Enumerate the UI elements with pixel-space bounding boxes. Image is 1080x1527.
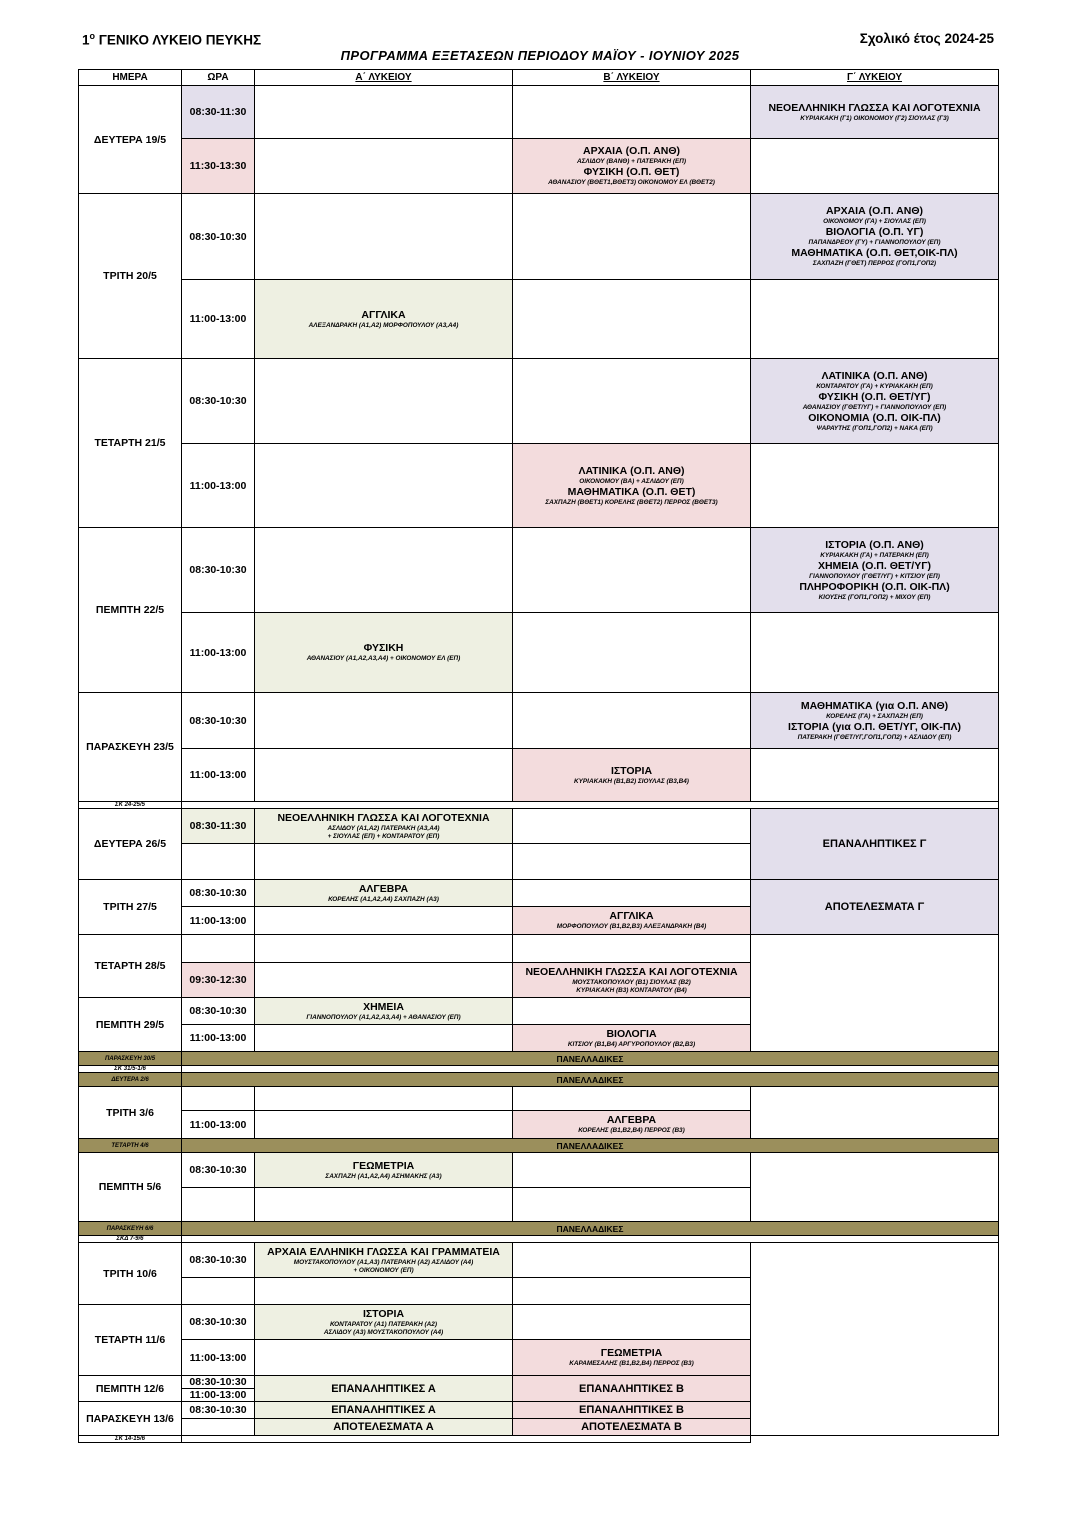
empty-cell bbox=[513, 359, 751, 444]
exam-subject: ΧΗΜΕΙΑ (Ο.Π. ΘΕΤ/ΥΓ) bbox=[817, 559, 932, 572]
exam-teachers: ΚΟΡΕΛΗΣ (Β1,Β2,Β4) ΠΕΡΡΟΣ (Β3) bbox=[578, 1127, 685, 1134]
exam-cell bbox=[751, 359, 999, 444]
col-header-a: Α΄ ΛΥΚΕΙΟΥ bbox=[255, 70, 513, 86]
empty-cell bbox=[751, 1087, 999, 1139]
exam-teachers: ΟΙΚΟΝΟΜΟΥ (ΓΑ) + ΣΙΟΥΛΑΣ (ΕΠ) bbox=[823, 218, 926, 225]
empty-cell bbox=[255, 1025, 513, 1052]
exam-cell: ΕΠΑΝΑΛΗΠΤΙΚΕΣ Α bbox=[255, 1402, 513, 1419]
empty-cell bbox=[513, 194, 751, 280]
exam-teachers: ΚΟΡΕΛΗΣ (ΓΑ) + ΣΑΧΠΑΖΗ (ΕΠ) bbox=[826, 712, 923, 720]
exam-subject: ΦΥΣΙΚΗ (Ο.Π. ΘΕΤ/ΥΓ) bbox=[818, 390, 931, 403]
exam-schedule-table bbox=[78, 69, 999, 1443]
empty-cell bbox=[182, 1066, 999, 1073]
exam-teachers: ΚΥΡΙΑΚΑΚΗ (Β3) ΚΟΝΤΑΡΑΤΟΥ (Β4) bbox=[576, 986, 687, 994]
time-cell: 11:00-13:00 bbox=[182, 613, 255, 693]
empty-cell bbox=[513, 1243, 751, 1278]
empty-cell bbox=[182, 1236, 999, 1243]
exam-teachers: ΓΙΑΝΝΟΠΟΥΛΟΥ (Α1,Α2,Α3,Α4) + ΑΘΑΝΑΣΙΟΥ (ΕΠ) bbox=[306, 1013, 461, 1021]
header-row bbox=[79, 70, 999, 86]
empty-cell bbox=[513, 693, 751, 749]
empty-cell bbox=[182, 1278, 255, 1305]
time-cell: 11:00-13:00 bbox=[182, 1340, 255, 1376]
exam-teachers: ΚΥΡΙΑΚΑΚΗ (ΓΑ) + ΠΑΤΕΡΑΚΗ (ΕΠ) bbox=[820, 551, 929, 559]
empty-cell bbox=[255, 194, 513, 280]
exam-cell bbox=[513, 139, 751, 194]
exam-teachers: ΚΟΡΕΛΗΣ (Α1,Α2,Α4) ΣΑΧΠΑΖΗ (Α3) bbox=[328, 895, 439, 903]
exam-cell bbox=[255, 809, 513, 844]
exam-teachers: + ΟΙΚΟΝΟΜΟΥ (ΕΠ) bbox=[353, 1266, 414, 1274]
exam-subject: ΑΓΓΛΙΚΑ bbox=[361, 308, 406, 321]
exam-cell bbox=[751, 693, 999, 749]
day-cell: ΤΕΤΑΡΤΗ 4/6 bbox=[79, 1139, 182, 1153]
empty-cell bbox=[513, 880, 751, 907]
day-cell: ΠΑΡΑΣΚΕΥΗ 30/5 bbox=[79, 1052, 182, 1066]
exam-subject: ΠΛΗΡΟΦΟΡΙΚΗ (Ο.Π. ΟΙΚ-ΠΛ) bbox=[799, 580, 950, 593]
exam-teachers: ΜΟΥΣΤΑΚΟΠΟΥΛΟΥ (Β1) ΣΙΟΥΛΑΣ (Β2) bbox=[572, 978, 691, 986]
time-cell: 08:30-10:30 bbox=[182, 528, 255, 613]
weekend-cell: ΣΚ 24-25/5 bbox=[79, 802, 182, 809]
col-header-c: Γ΄ ΛΥΚΕΙΟΥ bbox=[751, 70, 999, 86]
day-cell: ΤΕΤΑΡΤΗ 21/5 bbox=[79, 359, 182, 528]
exam-subject: ΓΕΩΜΕΤΡΙΑ bbox=[352, 1159, 415, 1172]
exam-teachers: ΚΟΝΤΑΡΑΤΟΥ (ΓΑ) + ΚΥΡΙΑΚΑΚΗ (ΕΠ) bbox=[816, 382, 933, 390]
page-title: ΠΡΟΓΡΑΜΜΑ ΕΞΕΤΑΣΕΩΝ ΠΕΡΙΟΔΟΥ ΜΑΪΟΥ - ΙΟΥΝΙΟΥ 2025 bbox=[340, 48, 740, 63]
exam-teachers: ΨΑΡΑΥΤΗΣ (ΓΟΠ1,ΓΟΠ2) + ΝΑΚΑ (ΕΠ) bbox=[816, 424, 933, 432]
exam-cell bbox=[513, 963, 751, 998]
exam-subject: ΟΙΚΟΝΟΜΙΑ (Ο.Π. ΟΙΚ-ΠΛ) bbox=[808, 411, 941, 424]
exam-teachers: ΚΥΡΙΑΚΑΚΗ (Γ1) ΟΙΚΟΝΟΜΟΥ (Γ2) ΣΙΟΥΛΑΣ (Γ3) bbox=[800, 114, 949, 122]
exam-subject: ΑΛΓΕΒΡΑ bbox=[606, 1114, 657, 1126]
time-cell: 08:30-10:30 bbox=[182, 1376, 255, 1389]
exam-cell bbox=[255, 998, 513, 1025]
panellinies-row bbox=[79, 1139, 999, 1153]
empty-cell bbox=[182, 1188, 255, 1222]
exam-subject: ΧΗΜΕΙΑ bbox=[363, 1000, 404, 1013]
exam-subject: ΓΕΩΜΕΤΡΙΑ bbox=[600, 1347, 663, 1359]
exam-teachers: ΑΣΛΙΔΟΥ (ΒΑΝΘ) + ΠΑΤΕΡΑΚΗ (ΕΠ) bbox=[577, 158, 686, 165]
time-cell: 08:30-10:30 bbox=[182, 998, 255, 1025]
empty-cell bbox=[255, 907, 513, 935]
exam-teachers: ΑΣΛΙΔΟΥ (Α1,Α2) ΠΑΤΕΡΑΚΗ (Α3,Α4) bbox=[327, 824, 440, 832]
time-cell: 08:30-10:30 bbox=[182, 1305, 255, 1340]
panellinies-cell: ΠΑΝΕΛΛΑΔΙΚΕΣ bbox=[182, 1222, 999, 1236]
time-cell: 11:00-13:00 bbox=[182, 1025, 255, 1052]
empty-cell bbox=[255, 528, 513, 613]
panellinies-cell: ΠΑΝΕΛΛΑΔΙΚΕΣ bbox=[182, 1073, 999, 1087]
time-cell: 11:00-13:00 bbox=[182, 1389, 255, 1402]
empty-cell bbox=[513, 1278, 751, 1305]
exam-cell: ΑΠΟΤΕΛΕΣΜΑΤΑ Α bbox=[255, 1419, 513, 1436]
empty-cell bbox=[182, 1419, 255, 1436]
time-cell: 11:00-13:00 bbox=[182, 444, 255, 528]
weekend-cell: ΣΚΔ 7-9/6 bbox=[79, 1236, 182, 1243]
empty-cell bbox=[255, 935, 513, 963]
exam-teachers: ΠΑΤΕΡΑΚΗ (ΓΘΕΤ/ΥΓ,ΓΟΠ1,ΓΟΠ2) + ΑΣΛΙΔΟΥ (ΕΠ) bbox=[797, 733, 952, 741]
empty-cell bbox=[182, 935, 255, 963]
empty-cell bbox=[255, 749, 513, 802]
exam-cell bbox=[513, 907, 751, 935]
exam-teachers: ΑΘΑΝΑΣΙΟΥ (Α1,Α2,Α3,Α4) + ΟΙΚΟΝΟΜΟΥ ΕΛ (ΕΠ) bbox=[306, 655, 461, 662]
empty-cell bbox=[255, 1278, 513, 1305]
day-cell: ΤΡΙΤΗ 27/5 bbox=[79, 880, 182, 935]
empty-cell bbox=[255, 86, 513, 139]
time-cell: 08:30-10:30 bbox=[182, 359, 255, 444]
empty-cell bbox=[255, 444, 513, 528]
time-cell: 08:30-10:30 bbox=[182, 1243, 255, 1278]
exam-subject: ΝΕΟΕΛΛΗΝΙΚΗ ΓΛΩΣΣΑ ΚΑΙ ΛΟΓΟΤΕΧΝΙΑ bbox=[768, 101, 981, 114]
exam-subject: ΙΣΤΟΡΙΑ bbox=[362, 1307, 405, 1320]
exam-cell: ΕΠΑΝΑΛΗΠΤΙΚΕΣ Γ bbox=[751, 809, 999, 880]
time-cell: 08:30-10:30 bbox=[182, 1402, 255, 1419]
table-row bbox=[79, 935, 999, 963]
exam-subject: ΑΓΓΛΙΚΑ bbox=[609, 910, 654, 922]
exam-subject: ΑΡΧΑΙΑ ΕΛΛΗΝΙΚΗ ΓΛΩΣΣΑ ΚΑΙ ΓΡΑΜΜΑΤΕΙΑ bbox=[267, 1245, 500, 1258]
time-cell: 09:30-12:30 bbox=[182, 963, 255, 998]
day-cell: ΔΕΥΤΕΡΑ 2/6 bbox=[79, 1073, 182, 1087]
exam-teachers: ΚΑΡΑΜΕΣΑΛΗΣ (Β1,Β2,Β4) ΠΕΡΡΟΣ (Β3) bbox=[569, 1360, 694, 1367]
time-cell: 08:30-11:30 bbox=[182, 86, 255, 139]
table-row bbox=[79, 528, 999, 613]
exam-subject: ΦΥΣΙΚΗ (Ο.Π. ΘΕΤ) bbox=[583, 166, 680, 178]
time-cell: 08:30-10:30 bbox=[182, 880, 255, 907]
weekend-row bbox=[79, 802, 999, 809]
exam-teachers: ΑΣΛΙΔΟΥ (Α3) ΜΟΥΣΤΑΚΟΠΟΥΛΟΥ (Α4) bbox=[323, 1328, 444, 1336]
exam-cell bbox=[255, 1243, 513, 1278]
exam-cell bbox=[513, 1111, 751, 1139]
exam-teachers: ΚΙΤΣΙΟΥ (Β1,Β4) ΑΡΓΥΡΟΠΟΥΛΟΥ (Β2,Β3) bbox=[567, 1040, 696, 1048]
empty-cell bbox=[751, 613, 999, 693]
exam-subject: ΜΑΘΗΜΑΤΙΚΑ (Ο.Π. ΘΕΤ) bbox=[567, 485, 696, 498]
empty-cell bbox=[513, 1305, 751, 1340]
exam-subject: ΒΙΟΛΟΓΙΑ (Ο.Π. ΥΓ) bbox=[825, 226, 924, 238]
time-cell: 11:30-13:30 bbox=[182, 139, 255, 194]
exam-cell bbox=[751, 528, 999, 613]
exam-cell: ΕΠΑΝΑΛΗΠΤΙΚΕΣ Α bbox=[255, 1376, 513, 1402]
day-cell: ΔΕΥΤΕΡΑ 26/5 bbox=[79, 809, 182, 880]
exam-cell bbox=[255, 880, 513, 907]
exam-subject: ΝΕΟΕΛΛΗΝΙΚΗ ΓΛΩΣΣΑ ΚΑΙ ΛΟΓΟΤΕΧΝΙΑ bbox=[277, 811, 490, 824]
exam-cell: ΑΠΟΤΕΛΕΣΜΑΤΑ Γ bbox=[751, 880, 999, 935]
empty-cell bbox=[255, 693, 513, 749]
day-cell: ΠΕΜΠΤΗ 12/6 bbox=[79, 1376, 182, 1402]
exam-cell: ΕΠΑΝΑΛΗΠΤΙΚΕΣ Β bbox=[513, 1376, 751, 1402]
exam-cell bbox=[513, 1025, 751, 1052]
exam-subject: ΑΛΓΕΒΡΑ bbox=[358, 882, 409, 895]
exam-cell bbox=[751, 86, 999, 139]
exam-teachers: ΣΑΧΠΑΖΗ (ΒΘΕΤ1) ΚΟΡΕΛΗΣ (ΒΘΕΤ2) ΠΕΡΡΟΣ (ΒΘΕΤ3) bbox=[545, 498, 718, 506]
empty-cell bbox=[513, 844, 751, 880]
empty-cell bbox=[255, 1111, 513, 1139]
empty-cell bbox=[751, 444, 999, 528]
table-row bbox=[79, 1153, 999, 1188]
day-cell: ΤΡΙΤΗ 20/5 bbox=[79, 194, 182, 359]
exam-subject: ΙΣΤΟΡΙΑ (Ο.Π. ΑΝΘ) bbox=[825, 538, 924, 551]
empty-cell bbox=[513, 86, 751, 139]
day-cell: ΠΕΜΠΤΗ 22/5 bbox=[79, 528, 182, 693]
exam-subject: ΦΥΣΙΚΗ bbox=[363, 642, 404, 654]
panellinies-row bbox=[79, 1222, 999, 1236]
exam-cell bbox=[255, 1153, 513, 1188]
empty-cell bbox=[513, 1188, 751, 1222]
empty-cell bbox=[751, 1243, 999, 1436]
day-cell: ΤΕΤΑΡΤΗ 11/6 bbox=[79, 1305, 182, 1376]
exam-subject: ΒΙΟΛΟΓΙΑ bbox=[606, 1027, 657, 1040]
exam-cell: ΑΠΟΤΕΛΕΣΜΑΤΑ Β bbox=[513, 1419, 751, 1436]
table-row bbox=[79, 444, 999, 528]
day-cell: ΠΕΜΠΤΗ 5/6 bbox=[79, 1153, 182, 1222]
table-row bbox=[79, 880, 999, 907]
exam-cell bbox=[255, 613, 513, 693]
day-cell: ΤΡΙΤΗ 3/6 bbox=[79, 1087, 182, 1139]
empty-cell bbox=[182, 844, 255, 880]
table-row bbox=[79, 86, 999, 139]
exam-teachers: ΑΛΕΞΑΝΔΡΑΚΗ (Α1,Α2) ΜΟΡΦΟΠΟΥΛΟΥ (Α3,Α4) bbox=[308, 321, 459, 329]
empty-cell bbox=[751, 139, 999, 194]
exam-cell bbox=[255, 280, 513, 359]
empty-cell bbox=[513, 1087, 751, 1111]
exam-teachers: ΠΑΠΑΝΔΡΕΟΥ (ΓΥ) + ΓΙΑΝΝΟΠΟΥΛΟΥ (ΕΠ) bbox=[808, 239, 941, 246]
weekend-row bbox=[79, 1436, 999, 1443]
empty-cell bbox=[255, 139, 513, 194]
time-cell: 08:30-11:30 bbox=[182, 809, 255, 844]
exam-cell bbox=[513, 1340, 751, 1376]
col-header-time: ΩΡΑ bbox=[182, 70, 255, 86]
table-row bbox=[79, 139, 999, 194]
day-cell: ΤΡΙΤΗ 10/6 bbox=[79, 1243, 182, 1305]
table-row bbox=[79, 194, 999, 280]
table-row bbox=[79, 1087, 999, 1111]
exam-teachers: + ΣΙΟΥΛΑΣ (ΕΠ) + ΚΟΝΤΑΡΑΤΟΥ (ΕΠ) bbox=[327, 832, 440, 840]
exam-teachers: ΑΘΑΝΑΣΙΟΥ (ΓΘΕΤ/ΥΓ) + ΓΙΑΝΝΟΠΟΥΛΟΥ (ΕΠ) bbox=[802, 403, 947, 411]
empty-cell bbox=[513, 809, 751, 844]
empty-cell bbox=[751, 749, 999, 802]
school-year: Σχολικό έτος 2024-25 bbox=[859, 31, 994, 46]
empty-cell bbox=[513, 528, 751, 613]
school-name: $1^o$ ΓΕΝΙΚΟ ΛΥΚΕΙΟ ΠΕΥΚΗΣ bbox=[82, 31, 262, 48]
day-cell: ΠΑΡΑΣΚΕΥΗ 23/5 bbox=[79, 693, 182, 802]
exam-subject: ΛΑΤΙΝΙΚΑ (Ο.Π. ΑΝΘ) bbox=[578, 464, 685, 477]
weekend-cell: ΣΚ 31/5-1/6 bbox=[79, 1066, 182, 1073]
exam-teachers: ΑΘΑΝΑΣΙΟΥ (ΒΘΕΤ1,ΒΘΕΤ3) ΟΙΚΟΝΟΜΟΥ ΕΛ (ΒΘΕΤ2) bbox=[548, 179, 715, 186]
table-row bbox=[79, 613, 999, 693]
exam-teachers: ΜΟΡΦΟΠΟΥΛΟΥ (Β1,Β2,Β3) ΑΛΕΞΑΝΔΡΑΚΗ (Β4) bbox=[556, 923, 707, 930]
empty-cell bbox=[255, 1340, 513, 1376]
time-cell: 08:30-10:30 bbox=[182, 693, 255, 749]
panellinies-row bbox=[79, 1052, 999, 1066]
empty-cell bbox=[182, 802, 999, 809]
panellinies-cell: ΠΑΝΕΛΛΑΔΙΚΕΣ bbox=[182, 1139, 999, 1153]
exam-subject: ΜΑΘΗΜΑΤΙΚΑ (για Ο.Π. ΑΝΘ) bbox=[800, 699, 949, 712]
exam-teachers: ΣΑΧΠΑΖΗ (ΓΘΕΤ) ΠΕΡΡΟΣ (ΓΟΠ1,ΓΟΠ2) bbox=[812, 260, 937, 267]
empty-cell bbox=[751, 1153, 999, 1222]
exam-cell bbox=[255, 1305, 513, 1340]
exam-cell bbox=[513, 749, 751, 802]
exam-cell bbox=[513, 444, 751, 528]
exam-teachers: ΚΙΟΥΣΗΣ (ΓΟΠ1,ΓΟΠ2) + ΜΙΧΟΥ (ΕΠ) bbox=[818, 593, 931, 601]
empty-cell bbox=[751, 280, 999, 359]
exam-cell bbox=[751, 194, 999, 280]
exam-subject: ΙΣΤΟΡΙΑ bbox=[610, 764, 653, 777]
exam-teachers: ΚΥΡΙΑΚΑΚΗ (Β1,Β2) ΣΙΟΥΛΑΣ (Β3,Β4) bbox=[574, 777, 689, 785]
exam-teachers: ΣΑΧΠΑΖΗ (Α1,Α2,Α4) ΑΣΗΜΑΚΗΣ (Α3) bbox=[325, 1172, 442, 1180]
empty-cell bbox=[182, 1087, 255, 1111]
exam-teachers: ΟΙΚΟΝΟΜΟΥ (ΒΑ) + ΑΣΛΙΔΟΥ (ΕΠ) bbox=[579, 477, 684, 485]
table-row bbox=[79, 693, 999, 749]
table-row bbox=[79, 280, 999, 359]
exam-teachers: ΓΙΑΝΝΟΠΟΥΛΟΥ (ΓΘΕΤ/ΥΓ) + ΚΙΤΣΙΟΥ (ΕΠ) bbox=[809, 572, 940, 580]
day-cell: ΔΕΥΤΕΡΑ 19/5 bbox=[79, 86, 182, 194]
table-row bbox=[79, 749, 999, 802]
weekend-row bbox=[79, 1236, 999, 1243]
empty-cell bbox=[513, 935, 751, 963]
exam-subject: ΝΕΟΕΛΛΗΝΙΚΗ ΓΛΩΣΣΑ ΚΑΙ ΛΟΓΟΤΕΧΝΙΑ bbox=[525, 965, 738, 978]
weekend-row bbox=[79, 1066, 999, 1073]
empty-cell bbox=[255, 1188, 513, 1222]
day-cell: ΤΕΤΑΡΤΗ 28/5 bbox=[79, 935, 182, 998]
exam-subject: ΜΑΘΗΜΑΤΙΚΑ (Ο.Π. ΘΕΤ,ΟΙΚ-ΠΛ) bbox=[791, 247, 958, 259]
time-cell: 11:00-13:00 bbox=[182, 907, 255, 935]
empty-cell bbox=[255, 1087, 513, 1111]
empty-cell bbox=[255, 359, 513, 444]
empty-cell bbox=[255, 844, 513, 880]
empty-cell bbox=[513, 613, 751, 693]
time-cell: 08:30-10:30 bbox=[182, 194, 255, 280]
exam-cell: ΕΠΑΝΑΛΗΠΤΙΚΕΣ Β bbox=[513, 1402, 751, 1419]
time-cell: 11:00-13:00 bbox=[182, 749, 255, 802]
exam-teachers: ΜΟΥΣΤΑΚΟΠΟΥΛΟΥ (Α1,Α3) ΠΑΤΕΡΑΚΗ (Α2) ΑΣΛΙΔΟΥ (Α4) bbox=[293, 1258, 474, 1266]
exam-subject: ΑΡΧΑΙΑ (Ο.Π. ΑΝΘ) bbox=[825, 205, 924, 217]
day-cell: ΠΑΡΑΣΚΕΥΗ 6/6 bbox=[79, 1222, 182, 1236]
panellinies-cell: ΠΑΝΕΛΛΑΔΙΚΕΣ bbox=[182, 1052, 999, 1066]
empty-cell bbox=[182, 1436, 751, 1443]
table-row bbox=[79, 359, 999, 444]
time-cell: 11:00-13:00 bbox=[182, 1111, 255, 1139]
time-cell: 08:30-10:30 bbox=[182, 1153, 255, 1188]
empty-cell bbox=[751, 935, 999, 1052]
table-row bbox=[79, 1243, 999, 1278]
empty-cell bbox=[513, 998, 751, 1025]
exam-subject: ΑΡΧΑΙΑ (Ο.Π. ΑΝΘ) bbox=[582, 145, 681, 157]
empty-cell bbox=[513, 280, 751, 359]
table-row bbox=[79, 809, 999, 844]
day-cell: ΠΑΡΑΣΚΕΥΗ 13/6 bbox=[79, 1402, 182, 1436]
weekend-cell: ΣΚ 14-15/6 bbox=[79, 1436, 182, 1443]
empty-cell bbox=[255, 963, 513, 998]
day-cell: ΠΕΜΠΤΗ 29/5 bbox=[79, 998, 182, 1052]
time-cell: 11:00-13:00 bbox=[182, 280, 255, 359]
col-header-b: Β΄ ΛΥΚΕΙΟΥ bbox=[513, 70, 751, 86]
panellinies-row bbox=[79, 1073, 999, 1087]
exam-subject: ΛΑΤΙΝΙΚΑ (Ο.Π. ΑΝΘ) bbox=[821, 369, 928, 382]
exam-teachers: ΚΟΝΤΑΡΑΤΟΥ (Α1) ΠΑΤΕΡΑΚΗ (Α2) bbox=[330, 1320, 437, 1328]
col-header-day: ΗΜΕΡΑ bbox=[79, 70, 182, 86]
empty-cell bbox=[513, 1153, 751, 1188]
exam-subject: ΙΣΤΟΡΙΑ (για Ο.Π. ΘΕΤ/ΥΓ, ΟΙΚ-ΠΛ) bbox=[788, 720, 961, 733]
